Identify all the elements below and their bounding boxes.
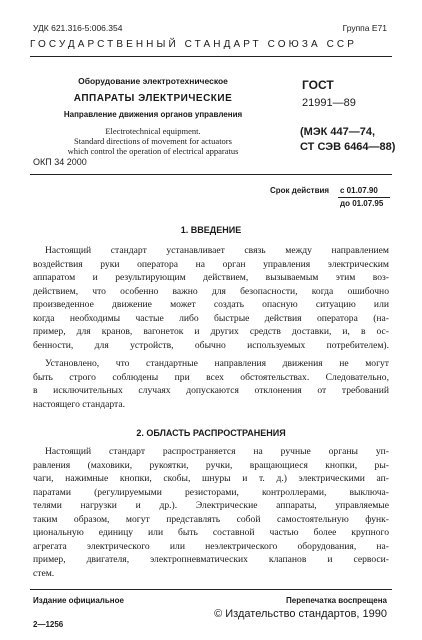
validity-label: Срок действия <box>270 186 330 195</box>
text-line: пример, двигателя, электропневматических клапанов и сервоси- <box>33 554 389 565</box>
official-edition: Издание официальное <box>33 596 124 605</box>
text-line: бенности, для устройств, обычно используемых потребителем). <box>33 339 389 351</box>
text-line: равления (маховики, рукоятки, ручки, вращающиеся кнопки, ры- <box>33 459 389 471</box>
text-line: стем. <box>33 567 55 579</box>
category: Оборудование электротехническое <box>78 76 228 86</box>
text-line: циональную единицу или быть составной частью более крупного <box>33 527 389 538</box>
iec-reference: (МЭК 447—74, <box>300 126 376 138</box>
text-line: Установлено, что стандартные направления движения не могут <box>45 358 389 369</box>
paragraph <box>33 244 389 352</box>
text-line: быть строго соблюдены при всех обстоятельствах. Следовательно, <box>33 371 389 383</box>
text-line: настоящего стандарта. <box>33 398 126 410</box>
gost-label: ГОСТ <box>302 78 334 92</box>
text-line: произведенное движение может создать опасную ситуацию или <box>33 299 389 310</box>
validity-rule <box>338 197 390 198</box>
text-line: паратами (регулируемыми резисторами, контроллерами, выключа- <box>33 486 389 498</box>
validity-from: с 01.07.90 <box>340 186 378 195</box>
text-line: чаги, нажимные кнопки, скобы, шнуры и т. д.) электрическими ап- <box>33 473 389 484</box>
text-line: пример, для кранов, вагонеток и других средств доставки, и, в ос- <box>33 326 389 337</box>
text-line: таким образом, могут представлять собой самостоятельную функ- <box>33 513 389 525</box>
text-line: Настоящий стандарт распространяется на ручные органы уп- <box>45 446 389 457</box>
group-code: Группа Е71 <box>342 23 387 33</box>
sev-reference: СТ СЭВ 6464—88) <box>300 141 396 153</box>
text-line: когда необходимы частые либо быстрые действия оператора (на- <box>33 312 389 324</box>
paragraph <box>33 357 389 411</box>
validity-to: до 01.07.95 <box>340 199 384 208</box>
section-heading: 2. ОБЛАСТЬ РАСПРОСТРАНЕНИЯ <box>136 428 286 438</box>
text-line: в исключительных случаях допускаются отклонения от требований <box>33 385 389 396</box>
standard-banner: ГОСУДАРСТВЕННЫЙ СТАНДАРТ СОЮЗА ССР <box>30 39 358 50</box>
paragraph <box>33 445 389 580</box>
text-line: аппаратом и результирующим действием, вызываемым этим воз- <box>33 272 389 283</box>
section-heading: 1. ВВЕДЕНИЕ <box>180 225 242 235</box>
english-title <box>33 126 273 156</box>
title-block-rule <box>30 174 392 175</box>
text-line: действием, что особенно важно для безопасности, когда ошибочно <box>33 285 389 297</box>
text-line: воздействия руки оператора на орган управления электрическим <box>33 258 389 270</box>
banner-rule <box>30 56 392 57</box>
text-line: агрегата электрического или неэлектрического оборудования, на- <box>33 540 389 552</box>
doc-subtitle: Направление движения органов управления <box>63 110 243 119</box>
english-title-line: Standard directions of movement for actuators <box>74 136 232 146</box>
text-line: Настоящий стандарт устанавливает связь между направлением <box>45 245 389 256</box>
footer-rule <box>30 589 392 590</box>
reprint-notice: Перепечатка воспрещена <box>286 596 387 605</box>
okp-code: ОКП 34 2000 <box>33 157 87 167</box>
copyright: © Издательство стандартов, 1990 <box>214 608 387 620</box>
english-title-line: which control the operation of electrical apparatus <box>67 146 239 156</box>
text-line: телями нагрузки и др.). Электрические аппараты, управляемые <box>33 500 389 511</box>
english-title-line: Electrotechnical equipment. <box>105 126 201 136</box>
page-code: 2—1256 <box>33 620 64 629</box>
doc-title: АППАРАТЫ ЭЛЕКТРИЧЕСКИЕ <box>73 93 233 104</box>
udk-code: УДК 621.316-5:006.354 <box>33 23 123 33</box>
gost-number: 21991—89 <box>302 97 356 109</box>
